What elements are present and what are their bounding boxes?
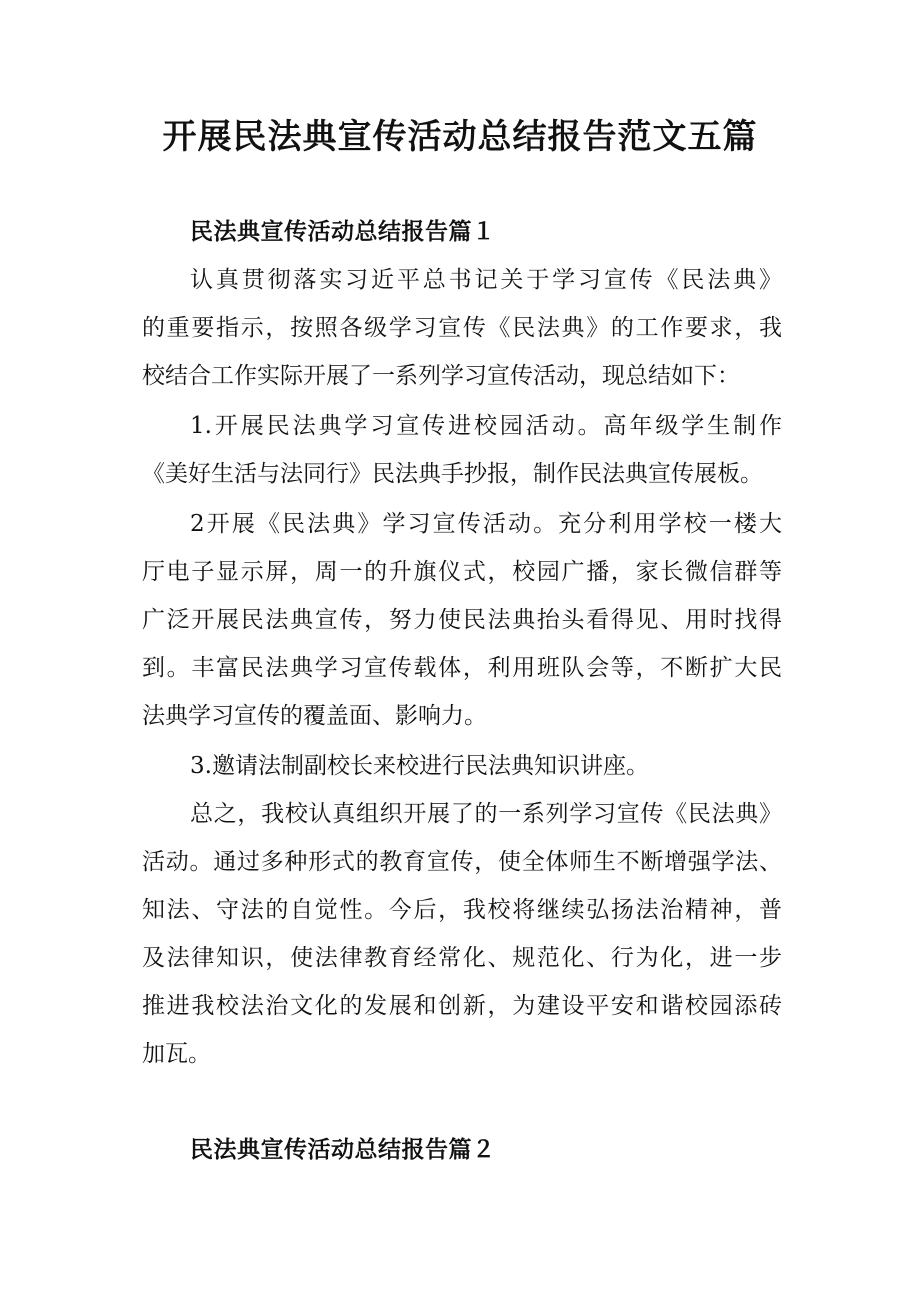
paragraph-line: 的重要指示，按照各级学习宣传《民法典》的工作要求，我 (142, 315, 782, 341)
paragraph-line: 法典学习宣传的覆盖面、影响力。 (142, 703, 487, 729)
paragraph-line: 推进我校法治文化的发展和创新，为建设平安和谐校园添砖 (142, 993, 782, 1019)
paragraph-line: 1.开展民法典学习宣传进校园活动。高年级学生制作 (190, 413, 782, 439)
paragraph-line: 厅电子显示屏，周一的升旗仪式，校园广播，家长微信群等 (142, 559, 782, 585)
paragraph-line: 认真贯彻落实习近平总书记关于学习宣传《民法典》 (190, 267, 782, 293)
paragraph-line: 3.邀请法制副校长来校进行民法典知识讲座。 (190, 753, 649, 779)
paragraph-line: 总之，我校认真组织开展了的一系列学习宣传《民法典》 (190, 801, 782, 827)
section-heading-1: 民法典宣传活动总结报告篇１ (190, 218, 496, 245)
page-title: 开展民法典宣传活动总结报告范文五篇 (162, 117, 758, 157)
paragraph-line: 《美好生活与法同行》民法典手抄报，制作民法典宣传展板。 (142, 461, 763, 487)
paragraph-line: 及法律知识，使法律教育经常化、规范化、行为化，进一步 (142, 945, 782, 971)
paragraph-line: 2开展《民法典》学习宣传活动。充分利用学校一楼大 (190, 511, 782, 537)
paragraph-line: 广泛开展民法典宣传，努力使民法典抬头看得见、用时找得 (142, 607, 782, 633)
paragraph-line: 加瓦。 (142, 1041, 211, 1067)
paragraph-line: 知法、守法的自觉性。今后，我校将继续弘扬法治精神，普 (142, 897, 782, 923)
paragraph-line: 校结合工作实际开展了一系列学习宣传活动，现总结如下： (142, 363, 740, 389)
paragraph-line: 活动。通过多种形式的教育宣传，使全体师生不断增强学法、 (142, 849, 782, 875)
paragraph-line: 到。丰富民法典学习宣传载体，利用班队会等，不断扩大民 (142, 655, 782, 681)
section-heading-2: 民法典宣传活动总结报告篇２ (190, 1136, 496, 1163)
